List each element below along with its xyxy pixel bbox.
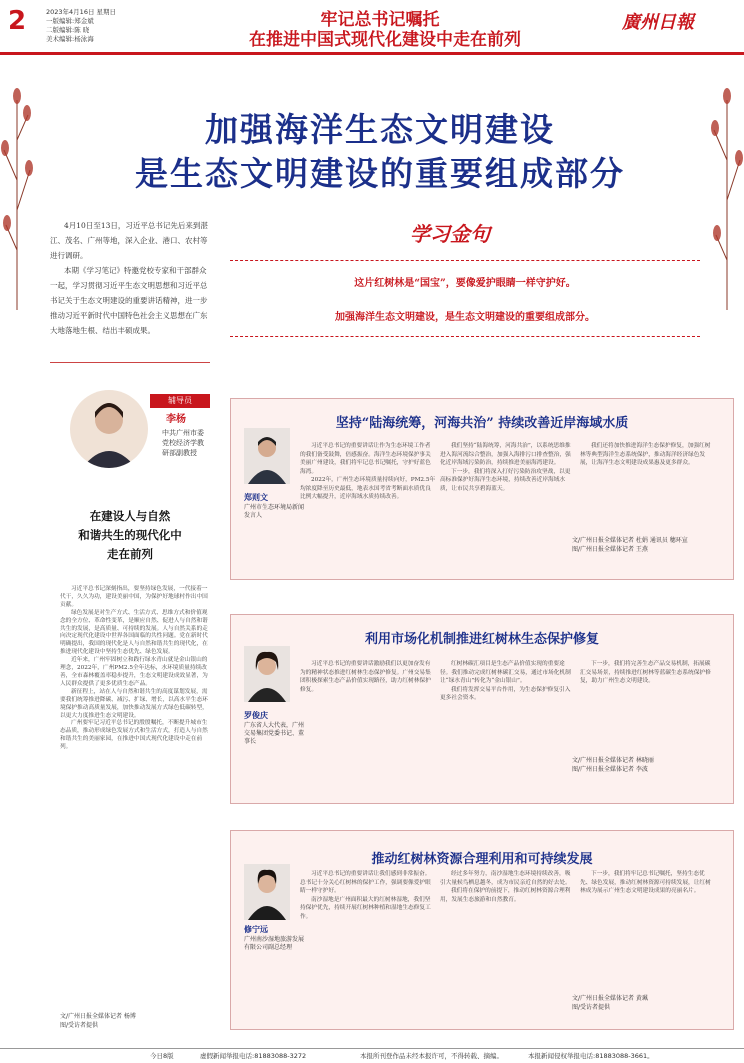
- article-2-column: [580, 660, 716, 686]
- article-3-column: [300, 870, 436, 921]
- article-paragraph: 习近平总书记的重要讲话激励我们以更加奋发有为的精神状态推进红树林生态保护修复。广州交易集团积极探索生态产品价值实现路径，助力红树林保护修复。: [300, 661, 431, 693]
- byline-text: 文/广州日报全媒体记者 黄珮: [572, 995, 648, 1002]
- section-topic: 在推进中国式现代化建设中走在前列: [249, 30, 521, 50]
- footer-hotline-2: 本报新闻侵权举报电话:81883088-3661。: [528, 1052, 654, 1060]
- guide-headline: 和谐共生的现代化中: [78, 528, 182, 542]
- person-icon: [70, 390, 148, 468]
- article-2-column: [300, 660, 436, 694]
- article-2-column: [440, 660, 576, 703]
- footer-rule: [0, 1048, 744, 1049]
- guide-body: [60, 586, 212, 752]
- article-1-name: 郑则文: [244, 492, 268, 502]
- article-paragraph: 习近平总书记的重要讲话让作为生态环境工作者的我们备受鼓舞，倍感振奋。海洋生态环境保护事关美丽广州建设，我们将牢记总书记嘱托，守护好蓝色海湾。: [300, 443, 431, 475]
- guide-portrait: [70, 390, 148, 468]
- issue-date: 2023年4月16日 星期日: [46, 8, 117, 16]
- guide-title: 中共广州市委党校经济学教研部副教授: [162, 429, 204, 457]
- guide-paragraph: 近年来，广州牢固树立和践行绿水青山就是金山银山的理念，2022年，广州PM2.5全年达标，水环境质量持续改善，全市森林覆盖率稳步提升，生态文明建设成效显著，为人民群众提供了更多优质生态产品。: [60, 657, 208, 687]
- guide-paragraph: 新征程上，站在人与自然和谐共生的高度谋划发展，需要我们统筹推进降碳、减污、扩绿、增长，以高水平生态环境保护推动高质量发展，加快推动发展方式绿色低碳转型，以更大力度推进生态文明建设。: [60, 688, 208, 719]
- byline-text: 图/受访者提供: [572, 1004, 611, 1011]
- article-2-portrait: [244, 646, 290, 702]
- article-paragraph: 我们将发挥交易平台作用，为生态保护修复引入更多社会资本。: [440, 686, 571, 701]
- byline-text: 图/广州日报全媒体记者 李波: [572, 766, 648, 773]
- footer-notice: 本报所刊登作品未经本报许可，不得转载、摘编。: [360, 1052, 503, 1060]
- article-2-title: 利用市场化机制推进红树林生态保护修复: [364, 632, 599, 647]
- article-3-column: [440, 870, 576, 904]
- person-icon: [244, 428, 290, 484]
- section-kicker: 牢记总书记嘱托: [320, 10, 440, 30]
- quote-divider: [230, 336, 700, 337]
- reviewer-credit: 二版编辑:陈 晓: [46, 26, 90, 34]
- byline-text: 文/广州日报全媒体记者 林晓丽: [572, 757, 654, 764]
- article-1-title: 坚持“陆海统筹，河海共治” 持续改善近岸海域水质: [335, 416, 629, 431]
- article-paragraph: 我们坚持“陆海统筹，河海共治”，以系统思维推进入海河流综合整治，加强入海排污口排查整治，强化近岸海域污染防治，持续推进美丽海湾建设。: [440, 443, 571, 466]
- article-1-portrait: [244, 428, 290, 484]
- byline-text: 文/广州日报全媒体记者 杜娟 通讯员 穗环宣: [572, 537, 688, 544]
- article-2-name: 罗俊庆: [244, 710, 268, 720]
- article-paragraph: 我们将在保护的前提下，推动红树林资源合理利用，发展生态旅游和自然教育。: [440, 888, 571, 903]
- intro-paragraph: 本期《学习笔记》特邀党校专家和干部群众一起，学习贯彻习近平生态文明思想和习近平总书记关于生态文明建设的重要讲话精神，进一步推动习近平新时代中国特色社会主义思想在广东大地落地生根、结出丰硕成果。: [50, 266, 208, 335]
- article-1-column: [440, 442, 576, 493]
- page-number: 2: [8, 6, 27, 36]
- article-paragraph: 红树林碳汇项目是生态产品价值实现的重要途径。我们推动完成红树林碳汇交易，通过市场化机制让“绿水青山”转化为“金山银山”。: [440, 661, 571, 684]
- article-1-column: [300, 442, 436, 502]
- quote-divider: [230, 260, 700, 261]
- main-title-line2: 是生态文明建设的重要组成部分: [135, 154, 625, 193]
- byline-text: 图/广州日报全媒体记者 王燕: [572, 546, 648, 553]
- quote-1: 这片红树林是“国宝”，要像爱护眼睛一样守护好。: [354, 278, 576, 289]
- guide-tag: 辅导员: [150, 394, 210, 408]
- article-paragraph: 2022年，广州生态环境质量持续向好，PM2.5年均浓度降至历史最低，地表水国考省考断面水质优良比例大幅提升，近岸海域水质持续改善。: [300, 477, 436, 500]
- guide-byline: [60, 1012, 210, 1030]
- article-3-byline: [572, 994, 722, 1012]
- guide-paragraph: 绿色发展是对生产方式、生活方式、思维方式和价值观念的全方位、革命性变革，是顺应自然、促进人与自然和谐共生的发展，是高质量、可持续的发展。人与自然关系的走向决定现代化建设中世界各国面临的共性问题。党在新时代明确提出，我国的现代化是人与自然和谐共生的现代化，在推进现代化建设中坚持生态优先、绿色发展。: [60, 609, 208, 656]
- article-paragraph: 下一步，我们将牢记总书记嘱托，坚持生态优先、绿色发展，推动红树林资源可持续发展，让红树林成为展示广州生态文明建设成果的亮丽名片。: [580, 871, 711, 894]
- mangrove-art-left: [0, 60, 34, 310]
- main-title-line1: 加强海洋生态文明建设: [205, 110, 555, 149]
- guide-name: 李杨: [166, 414, 186, 425]
- quote-tag: 学习金句: [410, 222, 490, 246]
- guide-headline: 在建设人与自然: [89, 509, 171, 523]
- article-3-role: 广州南沙湿地旅游发展有限公司副总经理: [244, 936, 305, 951]
- art-credit: 美术编辑:杨泳海: [46, 35, 94, 43]
- quote-2: 加强海洋生态文明建设，是生态文明建设的重要组成部分。: [335, 312, 595, 323]
- person-icon: [244, 646, 290, 702]
- article-1-column: [580, 442, 716, 468]
- byline-text: 图/受访者提供: [60, 1022, 99, 1029]
- article-paragraph: 下一步，我们将完善生态产品交易机制，拓展碳汇交易场景，持续推进红树林等蓝碳生态系统保护修复，助力广州生态文明建设。: [580, 661, 711, 684]
- editor-credit: 一版编辑:郑金斌: [46, 17, 94, 25]
- byline-text: 文/广州日报全媒体记者 杨博: [60, 1013, 136, 1020]
- guide-paragraph: 习近平总书记深刻指出，要坚持绿色发展，一代接着一代干，久久为功，建设美丽中国，为保护好地球村作出中国贡献。: [60, 586, 208, 608]
- intro-paragraph: 4月10日至13日，习近平总书记先后来到湛江、茂名、广州等地，深入企业、港口、农村等进行调研。: [50, 221, 208, 260]
- article-paragraph: 南沙湿地是广州面积最大的红树林湿地，我们坚持保护优先，持续开展红树林种植和湿地生态修复工作。: [300, 896, 431, 920]
- article-paragraph: 下一步，我们将深入打好污染防治攻坚战，以更高标准保护好海洋生态环境，持续改善近岸海域水质，让市民共享碧海蓝天。: [440, 468, 571, 492]
- mangrove-art-right: [710, 60, 744, 310]
- article-1-role: 广州市生态环境局新闻发言人: [244, 504, 305, 519]
- footer-edition: 今日8版: [150, 1052, 174, 1060]
- guide-headline: 走在前列: [107, 547, 153, 561]
- article-paragraph: 经过多年努力，南沙湿地生态环境持续改善，吸引大量候鸟栖息越冬，成为市民亲近自然的好去处。: [440, 871, 571, 886]
- person-icon: [244, 864, 290, 920]
- article-3-portrait: [244, 864, 290, 920]
- article-1-byline: [572, 536, 722, 554]
- article-paragraph: 习近平总书记的重要讲话让我们感到非常振奋。总书记十分关心红树林的保护工作，强调要像爱护眼睛一样守护好。: [300, 871, 431, 894]
- article-2-byline: [572, 756, 722, 774]
- intro-text: [50, 218, 210, 338]
- footer-hotline-1: 虚假新闻举报电话:81883088-3272: [200, 1052, 307, 1060]
- header-rule: [0, 52, 744, 55]
- newspaper-logo: 廣州日報: [622, 12, 694, 33]
- article-2-role: 广东省人大代表，广州交易集团党委书记、董事长: [244, 722, 305, 745]
- article-3-title: 推动红树林资源合理利用和可持续发展: [371, 852, 593, 867]
- intro-divider: [50, 362, 210, 363]
- article-3-name: 修宁远: [244, 924, 268, 934]
- article-paragraph: 我们还将加快推进海洋生态保护修复，加强红树林等典型海洋生态系统保护，推动海洋经济绿色发展，让海洋生态文明建设成果惠及更多群众。: [580, 443, 711, 466]
- article-3-column: [580, 870, 716, 896]
- guide-paragraph: 广州要牢记习近平总书记的殷殷嘱托，不断提升城市生态品质，推动形成绿色发展方式和生活方式，打造人与自然和谐共生的美丽家园，在推进中国式现代化建设中走在前列。: [60, 720, 208, 751]
